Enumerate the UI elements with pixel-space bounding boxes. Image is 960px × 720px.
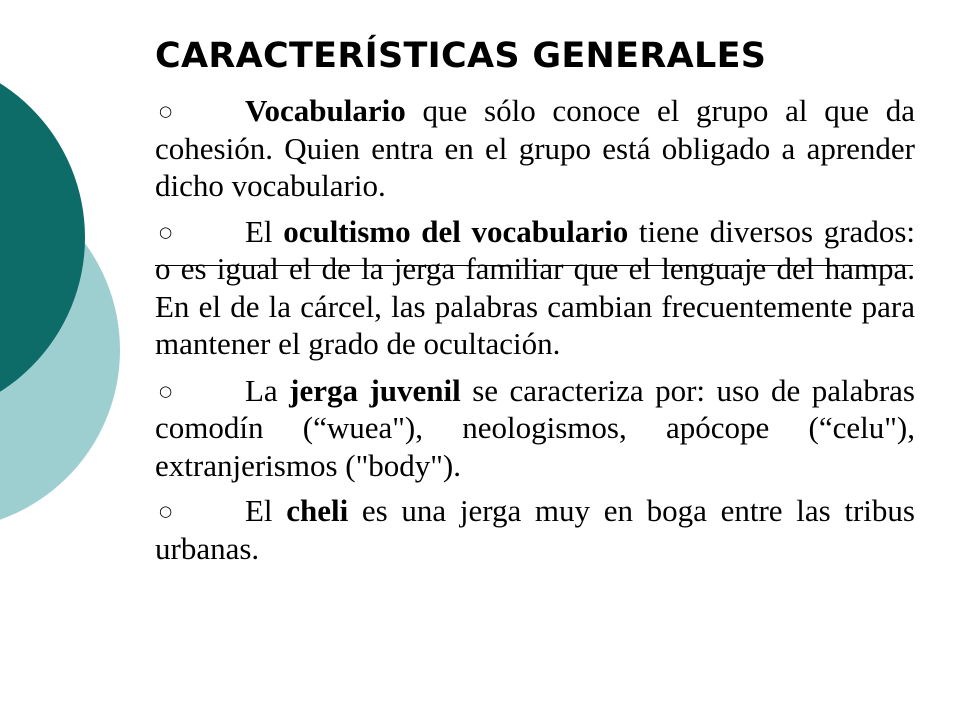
hollow-circle-bullet-icon: ○ <box>159 381 173 400</box>
bullet-text-post: tiene diversos grados: o es igual el de la jerga familiar que el lenguaje del hampa. En el de la cárcel, las palabras cambian frecuentemente para mantener el grado de ocultación. <box>155 213 915 361</box>
hollow-circle-bullet-icon: ○ <box>159 102 173 120</box>
bullet-bold-term: Vocabulario <box>245 93 406 128</box>
bullet-item-cheli <box>155 492 915 567</box>
hollow-circle-bullet-icon: ○ <box>159 502 173 520</box>
hollow-circle-bullet-icon: ○ <box>159 222 173 241</box>
bullet-text: que sólo conoce el grupo al que da cohesión. Quien entra en el grupo está obligado a aprender dicho vocabulario. <box>155 93 915 203</box>
bullet-bold-term: ocultismo del vocabulario <box>283 213 629 249</box>
bullet-list <box>155 92 915 575</box>
bullet-text-pre: La <box>245 372 290 408</box>
slide-title: CARACTERÍSTICAS GENERALES <box>155 36 767 76</box>
bullet-text-post: es una jerga muy en boga entre las tribus urbanas. <box>155 493 915 566</box>
bullet-text-pre: El <box>245 493 287 528</box>
bullet-bold-term: cheli <box>286 493 349 528</box>
bullet-item-ocultismo <box>155 213 915 363</box>
bullet-item-jerga-juvenil <box>155 372 915 485</box>
bullet-bold-term: jerga juvenil <box>289 372 461 408</box>
bullet-item-vocabulario <box>155 92 915 205</box>
bullet-text-post: se caracteriza por: uso de palabras comodín (“wuea"), neologismos, apócope (“celu"), extranjerismos ("body"). <box>155 372 915 483</box>
bullet-text-pre: El <box>245 213 284 249</box>
